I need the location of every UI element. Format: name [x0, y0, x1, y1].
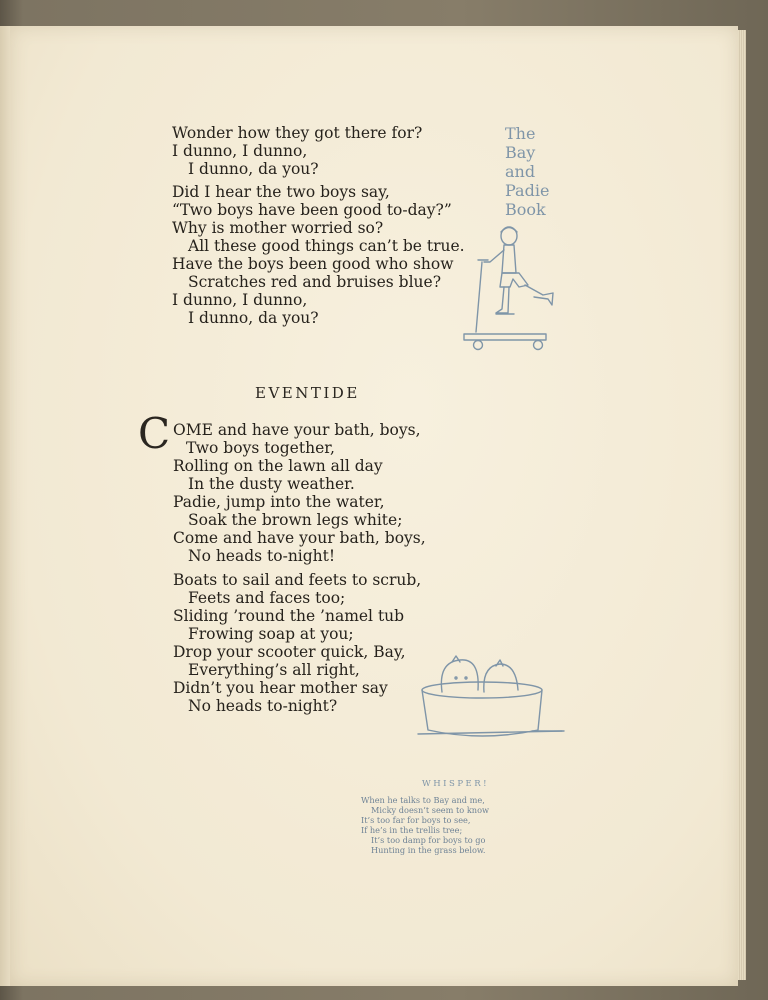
poem-title: EVENTIDE: [255, 384, 360, 402]
boy-on-scooter-illustration: [458, 222, 568, 358]
poem-line: No heads to-night?: [188, 697, 338, 715]
poem-line: Come and have your bath, boys,: [173, 529, 426, 547]
poem-line: Padie, jump into the water,: [173, 493, 385, 511]
poem-line: Soak the brown legs white;: [188, 511, 403, 529]
whisper-line: It’s too damp for boys to go: [371, 835, 486, 845]
book-title-line: Bay: [505, 143, 536, 162]
poem-line: I dunno, I dunno,: [172, 142, 308, 160]
poem-line: Didn’t you hear mother say: [173, 679, 388, 697]
whisper-line: If he’s in the trellis tree;: [361, 825, 463, 835]
book-title-line: and: [505, 162, 536, 181]
poem-line: Feets and faces too;: [188, 589, 346, 607]
poem-line: I dunno, da you?: [188, 160, 319, 178]
poem-line: In the dusty weather.: [188, 475, 355, 493]
book-title-line: The: [505, 124, 536, 143]
poem-line: Two boys together,: [186, 439, 335, 457]
poem-line: Boats to sail and feets to scrub,: [173, 571, 422, 589]
page-edges: [738, 30, 746, 980]
drop-cap: C: [138, 409, 171, 458]
poem-line: Everything’s all right,: [188, 661, 360, 679]
poem-line: Drop your scooter quick, Bay,: [173, 643, 406, 661]
book-title-line: Padie: [505, 181, 550, 200]
poem-line: Rolling on the lawn all day: [173, 457, 383, 475]
whisper-line: It’s too far for boys to see,: [361, 815, 471, 825]
poem-line: “Two boys have been good to-day?”: [172, 201, 452, 219]
whisper-line: Micky doesn’t seem to know: [371, 805, 490, 815]
poem-line: I dunno, I dunno,: [172, 291, 308, 309]
whisper-line: Hunting in the grass below.: [371, 845, 486, 855]
whisper-line: When he talks to Bay and me,: [361, 795, 485, 805]
poem-line: Frowing soap at you;: [188, 625, 354, 643]
poem-line: All these good things can’t be true.: [188, 237, 465, 255]
book-title-sidebar: [505, 124, 549, 219]
poem-line: Have the boys been good who show: [172, 255, 454, 273]
whisper-title: WHISPER!: [422, 779, 490, 789]
poem-line: No heads to-night!: [188, 547, 336, 565]
poem-line: Did I hear the two boys say,: [172, 183, 390, 201]
two-heads-in-tub-illustration: [412, 654, 572, 744]
poem-line: Why is mother worried so?: [172, 219, 384, 237]
poem-line: Scratches red and bruises blue?: [188, 273, 442, 291]
book-title-line: Book: [505, 200, 546, 219]
poem-line: I dunno, da you?: [188, 309, 319, 327]
poem-line: Sliding ’round the ’namel tub: [173, 607, 405, 625]
poem-line: OME and have your bath, boys,: [173, 421, 421, 439]
poem-line: Wonder how they got there for?: [172, 124, 423, 142]
